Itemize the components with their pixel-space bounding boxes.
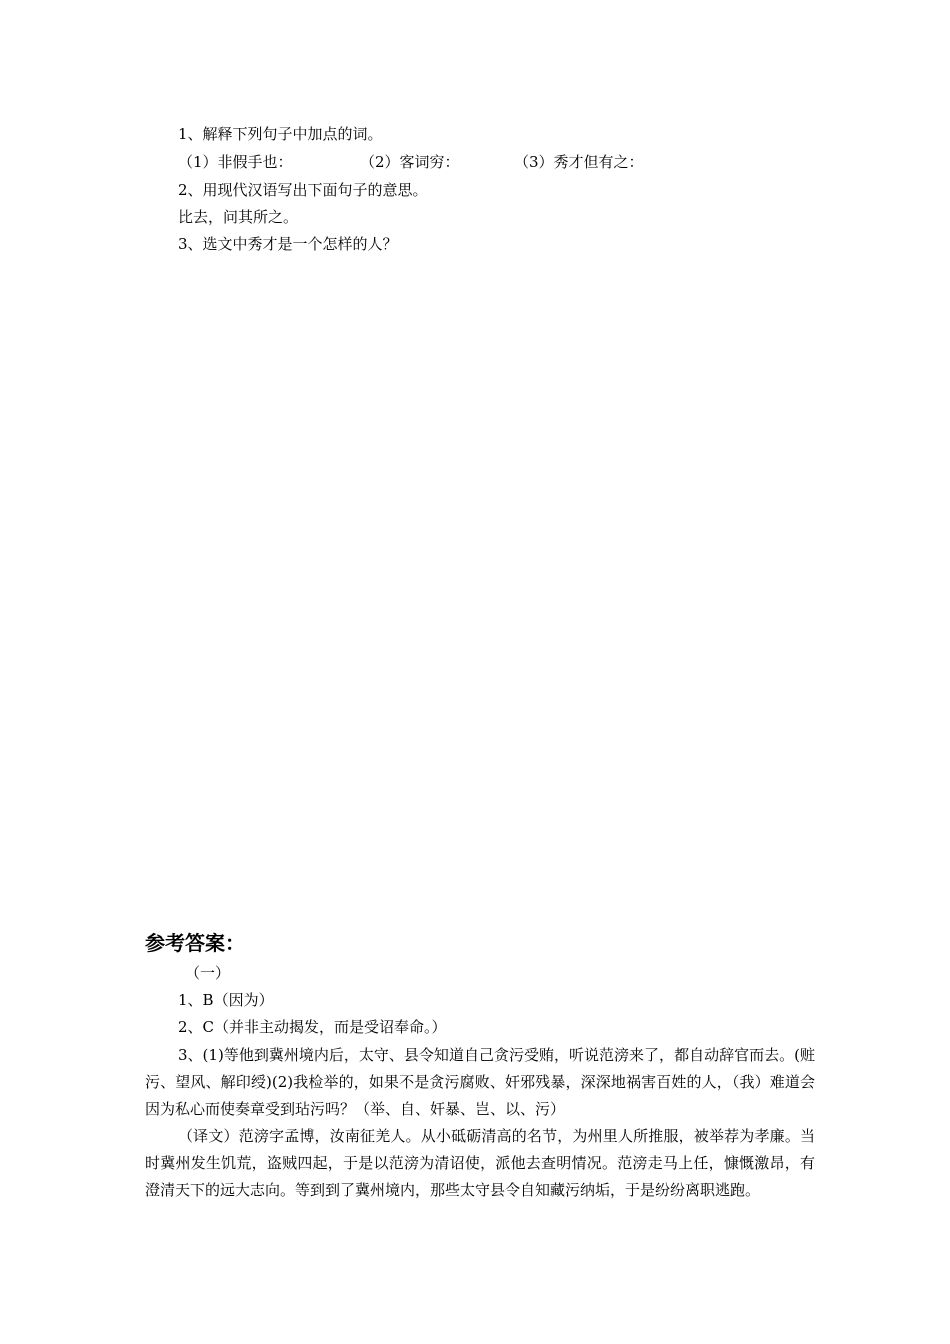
question-1-item-3: （3）秀才但有之：: [514, 153, 644, 171]
answer-3: 3、(1)等他到冀州境内后，太守、县令知道自己贪污受贿，听说范滂来了，都自动辞官而去。(赃污、望风、解印绶)(2)我检举的，如果不是贪污腐败、奸邪残暴，深深地祸害百姓的人，（我）难道会因为私心而使奏章受到玷污吗？（举、自、奸暴、岂、以、污）: [145, 1046, 815, 1118]
question-3: 3、选文中秀才是一个怎样的人？: [178, 235, 398, 253]
answers-title: 参考答案：: [145, 931, 245, 955]
question-2-sentence: 比去，问其所之。: [178, 208, 299, 226]
answer-1: 1、B（因为）: [178, 991, 274, 1009]
question-1-item-2: （2）客词穷：: [360, 153, 460, 171]
question-1-item-1: （1）非假手也：: [178, 153, 293, 171]
answer-2: 2、C（并非主动揭发，而是受诏奉命。）: [178, 1018, 447, 1036]
question-2: 2、用现代汉语写出下面句子的意思。: [178, 181, 428, 199]
answer-translation: （译文）范滂字孟博，汝南征羌人。从小砥砺清高的名节，为州里人所推服，被举荐为孝廉。当时冀州发生饥荒，盗贼四起，于是以范滂为清诏使，派他去查明情况。范滂走马上任，慷慨激昂，有澄清天下的远大志向。等到到了冀州境内，那些太守县令自知藏污纳垢，于是纷纷离职逃跑。: [145, 1127, 815, 1199]
question-1: 1、解释下列句子中加点的词。: [178, 125, 383, 143]
answers-section-label: （一）: [185, 964, 231, 982]
